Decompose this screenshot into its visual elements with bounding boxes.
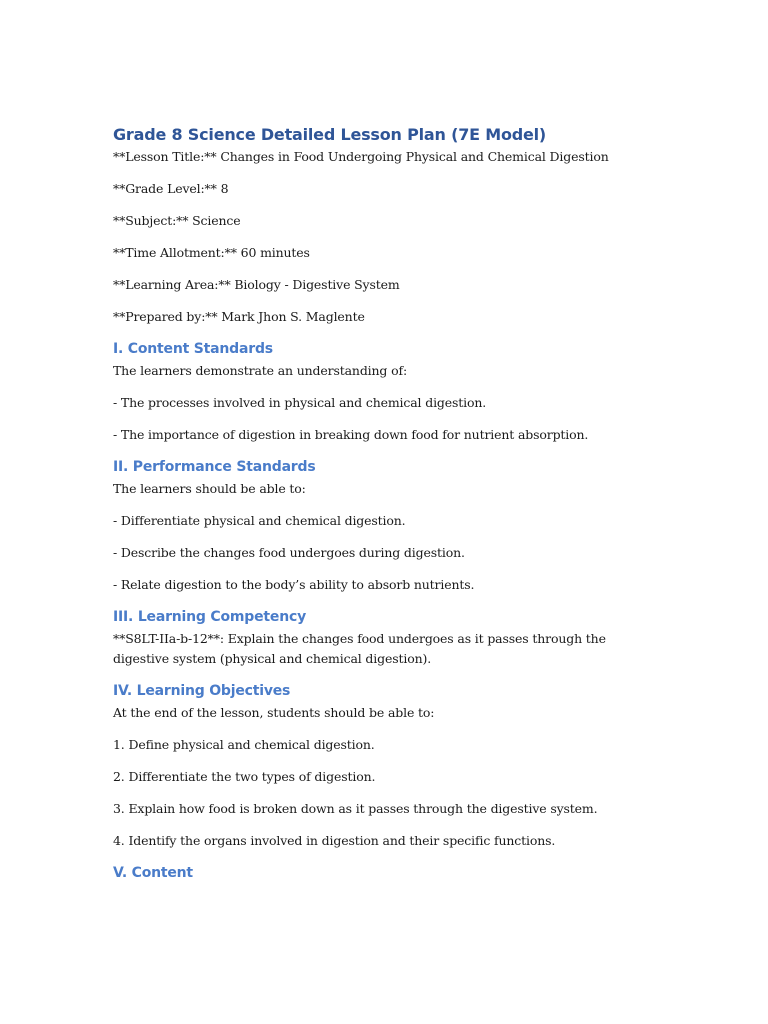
list-item: - Differentiate physical and chemical digestion. bbox=[113, 513, 406, 528]
meta-subject: **Subject:** Science bbox=[113, 213, 241, 228]
lesson-meta bbox=[113, 147, 653, 327]
document-body bbox=[113, 124, 653, 883]
meta-prepared-by: **Prepared by:** Mark Jhon S. Maglente bbox=[113, 309, 365, 324]
meta-learning-area: **Learning Area:** Biology - Digestive System bbox=[113, 277, 400, 292]
section-intro: The learners demonstrate an understanding of: bbox=[113, 363, 408, 378]
list-item: - The processes involved in physical and chemical digestion. bbox=[113, 395, 487, 410]
section-heading: I. Content Standards bbox=[113, 341, 273, 357]
section-heading: III. Learning Competency bbox=[113, 609, 306, 625]
meta-time-allotment: **Time Allotment:** 60 minutes bbox=[113, 245, 310, 260]
section-content bbox=[113, 863, 653, 883]
list-item: - Describe the changes food undergoes during digestion. bbox=[113, 545, 465, 560]
section-heading: V. Content bbox=[113, 865, 193, 881]
document-title: Grade 8 Science Detailed Lesson Plan (7E Model) bbox=[113, 125, 547, 144]
section-intro: **S8LT-IIa-b-12**: Explain the changes food undergoes as it passes through the digestive system (physical and chemical digestion). bbox=[113, 631, 606, 666]
list-item: 3. Explain how food is broken down as it passes through the digestive system. bbox=[113, 801, 598, 816]
section-learning-objectives bbox=[113, 681, 653, 851]
list-item: 2. Differentiate the two types of digestion. bbox=[113, 769, 376, 784]
section-learning-competency bbox=[113, 607, 653, 669]
list-item: - Relate digestion to the body’s ability to absorb nutrients. bbox=[113, 577, 475, 592]
section-performance-standards bbox=[113, 457, 653, 595]
section-heading: II. Performance Standards bbox=[113, 459, 316, 475]
meta-grade-level: **Grade Level:** 8 bbox=[113, 181, 229, 196]
meta-lesson-title: **Lesson Title:** Changes in Food Undergoing Physical and Chemical Digestion bbox=[113, 149, 609, 164]
section-intro: At the end of the lesson, students should be able to: bbox=[113, 705, 435, 720]
section-content-standards bbox=[113, 339, 653, 445]
section-intro: The learners should be able to: bbox=[113, 481, 306, 496]
list-item: - The importance of digestion in breaking down food for nutrient absorption. bbox=[113, 427, 589, 442]
section-heading: IV. Learning Objectives bbox=[113, 683, 291, 699]
list-item: 4. Identify the organs involved in digestion and their specific functions. bbox=[113, 833, 556, 848]
list-item: 1. Define physical and chemical digestion. bbox=[113, 737, 375, 752]
